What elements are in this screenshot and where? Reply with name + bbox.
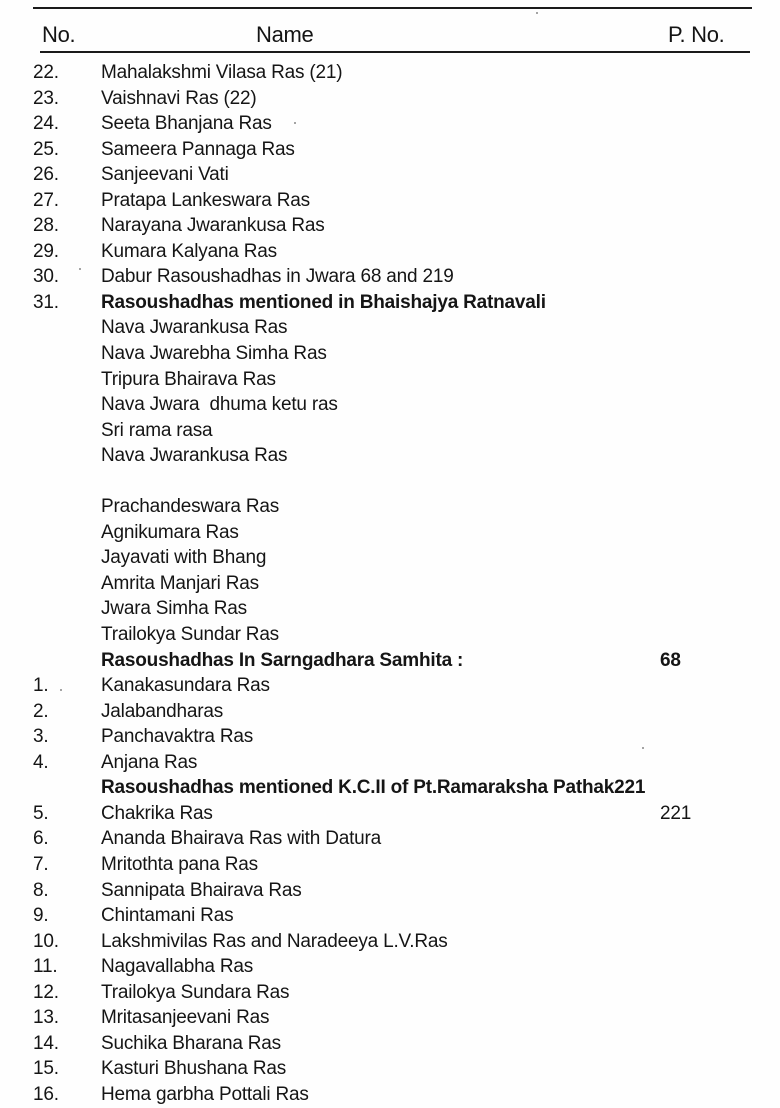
list-item (0, 264, 780, 290)
section-heading-row (0, 290, 780, 316)
item-number: 12. (33, 981, 59, 1003)
list-item (0, 443, 780, 469)
item-name: Anjana Ras (101, 751, 198, 773)
header-rule (40, 51, 750, 53)
list-item (0, 826, 780, 852)
item-name: Mritasanjeevani Ras (101, 1007, 270, 1029)
list-item (0, 878, 780, 904)
item-number: 23. (33, 87, 59, 109)
column-header-page-number: P. No. (668, 22, 725, 47)
item-name: Nava Jwarankusa Ras (101, 317, 288, 339)
item-number: 10. (33, 930, 59, 952)
item-number: 1. (33, 675, 49, 697)
list-item (0, 111, 780, 137)
page-number: 221 (660, 802, 692, 824)
list-item (0, 162, 780, 188)
item-name: Kumara Kalyana Ras (101, 240, 277, 262)
item-number: 24. (33, 113, 59, 135)
column-header-name: Name (256, 22, 314, 47)
list-item (0, 929, 780, 955)
list-item (0, 341, 780, 367)
item-number: 30. (33, 266, 59, 288)
item-name: Lakshmivilas Ras and Naradeeya L.V.Ras (101, 930, 448, 952)
list-item (0, 494, 780, 520)
item-number: 4. (33, 751, 49, 773)
item-number: 9. (33, 905, 49, 927)
item-name: Nava Jwarankusa Ras (101, 445, 288, 467)
list-item (0, 520, 780, 546)
list-item (0, 1031, 780, 1057)
item-name: Sanjeevani Vati (101, 164, 229, 186)
contents-list (0, 60, 780, 1107)
item-name: Chakrika Ras (101, 802, 213, 824)
item-name: Seeta Bhanjana Ras (101, 113, 272, 135)
item-number: 8. (33, 879, 49, 901)
item-number: 2. (33, 700, 49, 722)
list-item (0, 673, 780, 699)
item-name: Amrita Manjari Ras (101, 572, 259, 594)
item-name: Kanakasundara Ras (101, 675, 270, 697)
item-name: Nava Jwarebha Simha Ras (101, 343, 327, 365)
item-name: Tripura Bhairava Ras (101, 368, 276, 390)
section-title: Rasoushadhas mentioned K.C.II of Pt.Ramaraksha Pathak221 (101, 777, 646, 799)
list-item (0, 954, 780, 980)
scan-speck (294, 122, 296, 124)
item-number: 28. (33, 215, 59, 237)
item-name: Jwara Simha Ras (101, 598, 247, 620)
list-item (0, 545, 780, 571)
item-number: 14. (33, 1032, 59, 1054)
item-name: Agnikumara Ras (101, 521, 239, 543)
item-number: 11. (33, 956, 58, 978)
section-title: Rasoushadhas mentioned in Bhaishajya Ratnavali (101, 291, 546, 313)
list-item (0, 86, 780, 112)
item-name: Panchavaktra Ras (101, 726, 254, 748)
item-number: 5. (33, 802, 49, 824)
item-name: Trailokya Sundara Ras (101, 981, 290, 1003)
item-name: Sri rama rasa (101, 419, 213, 441)
list-item (0, 1082, 780, 1108)
list-item (0, 213, 780, 239)
item-number: 16. (33, 1083, 59, 1105)
item-number: 22. (33, 62, 59, 83)
list-item (0, 137, 780, 163)
page-number: 68 (660, 649, 681, 671)
section-heading-row (0, 648, 780, 674)
item-name: Sannipata Bhairava Ras (101, 879, 302, 901)
section-heading-row (0, 775, 780, 801)
list-item (0, 571, 780, 597)
scan-speck (79, 268, 81, 270)
item-name: Mritothta pana Ras (101, 853, 258, 875)
section-title: Rasoushadhas In Sarngadhara Samhita : (101, 649, 464, 671)
item-number: 15. (33, 1058, 59, 1080)
list-item (0, 852, 780, 878)
item-name: Nagavallabha Ras (101, 956, 254, 978)
item-name: Nava Jwara dhuma ketu ras (101, 394, 338, 416)
blank-row (0, 469, 780, 495)
list-item (0, 622, 780, 648)
list-item (0, 724, 780, 750)
item-name: Pratapa Lankeswara Ras (101, 189, 310, 211)
item-name: Jayavati with Bhang (101, 547, 267, 569)
item-number: 26. (33, 164, 59, 186)
item-name: Chintamani Ras (101, 905, 234, 927)
item-name: Mahalakshmi Vilasa Ras (21) (101, 62, 343, 83)
item-number: 7. (33, 853, 49, 875)
list-item (0, 315, 780, 341)
list-item (0, 188, 780, 214)
list-item (0, 596, 780, 622)
list-item (0, 699, 780, 725)
list-item (0, 239, 780, 265)
list-item (0, 1005, 780, 1031)
item-name: Jalabandharas (101, 700, 224, 722)
list-item (0, 392, 780, 418)
top-rule (33, 7, 752, 9)
item-number: 25. (33, 138, 59, 160)
item-number: 27. (33, 189, 59, 211)
item-name: Narayana Jwarankusa Ras (101, 215, 325, 237)
scan-speck (536, 12, 538, 14)
item-name: Trailokya Sundar Ras (101, 624, 279, 646)
list-item (0, 60, 780, 86)
list-item (0, 367, 780, 393)
list-item (0, 801, 780, 827)
item-name: Vaishnavi Ras (22) (101, 87, 257, 109)
item-name: Hema garbha Pottali Ras (101, 1083, 309, 1105)
item-name: Prachandeswara Ras (101, 496, 280, 518)
list-item (0, 418, 780, 444)
item-name: Ananda Bhairava Ras with Datura (101, 828, 382, 850)
item-number: 3. (33, 726, 49, 748)
item-name: Suchika Bharana Ras (101, 1032, 281, 1054)
item-name: Sameera Pannaga Ras (101, 138, 295, 160)
list-item (0, 1056, 780, 1082)
column-header-number: No. (42, 22, 76, 47)
item-name: Dabur Rasoushadhas in Jwara 68 and 219 (101, 266, 454, 288)
item-number: 29. (33, 240, 59, 262)
item-name: Kasturi Bhushana Ras (101, 1058, 287, 1080)
list-item (0, 980, 780, 1006)
item-number: 6. (33, 828, 49, 850)
list-item (0, 750, 780, 776)
scan-speck (60, 689, 62, 691)
list-item (0, 903, 780, 929)
item-number: 31. (33, 291, 59, 313)
item-number: 13. (33, 1007, 59, 1029)
scan-speck (642, 747, 644, 749)
